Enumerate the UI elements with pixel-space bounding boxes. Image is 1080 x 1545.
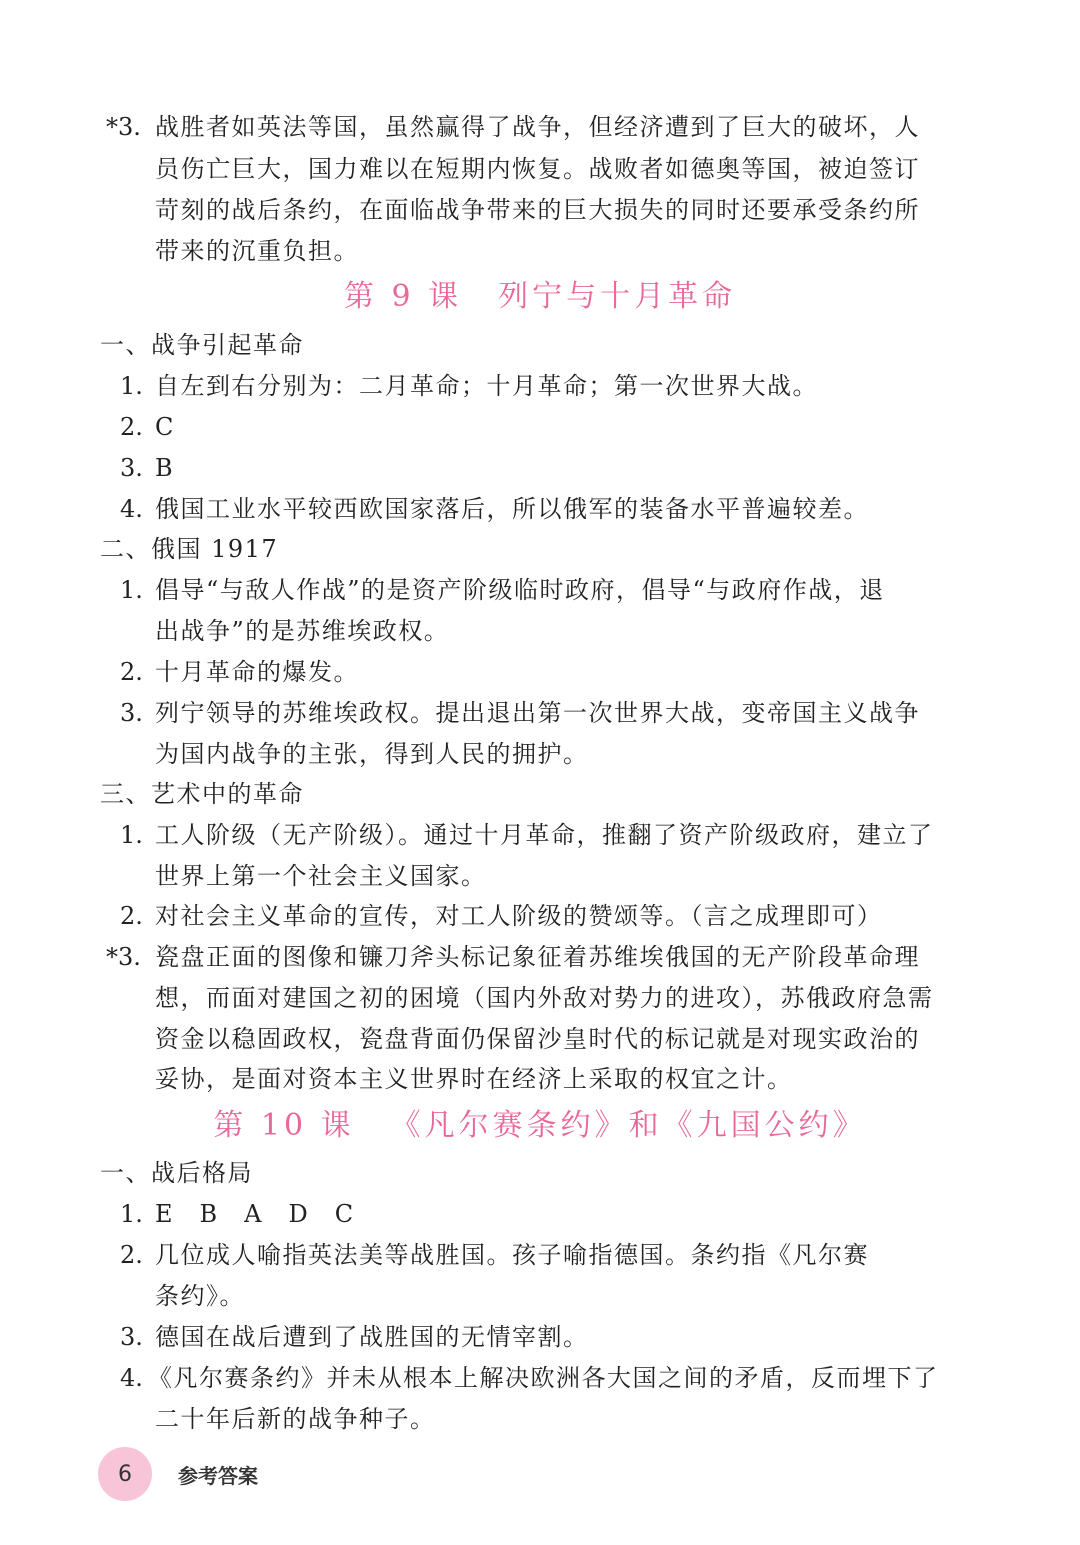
answer-line: 列宁领导的苏维埃政权。提出退出第一次世界大战，变帝国主义战争 <box>155 699 920 727</box>
section-heading: 一、战争引起革命 <box>100 331 304 359</box>
question-number: 3. <box>120 699 143 727</box>
question-number: 4. <box>120 495 143 523</box>
answer-line: 十月革命的爆发。 <box>155 658 359 686</box>
answer-line: 瓷盘正面的图像和镰刀斧头标记象征着苏维埃俄国的无产阶段革命理 <box>155 943 920 971</box>
answer-line: 苛刻的战后条约，在面临战争带来的巨大损失的同时还要承受条约所 <box>155 196 920 224</box>
answer-line: 几位成人喻指英法美等战胜国。孩子喻指德国。条约指《凡尔赛 <box>155 1241 869 1269</box>
question-number: 3. <box>120 1323 143 1351</box>
footer-label: 参考答案 <box>178 1464 258 1488</box>
lesson-9-title <box>0 277 1080 317</box>
lesson-name: 列宁与十月革命 <box>498 279 737 314</box>
question-number: 4. <box>120 1364 143 1392</box>
question-number: *3. <box>106 943 141 971</box>
lesson-name: 《凡尔赛条约》和《九国公约》 <box>390 1108 867 1143</box>
question-number: *3. <box>106 113 141 141</box>
answer-line: 世界上第一个社会主义国家。 <box>155 862 487 890</box>
answer-line: 德国在战后遭到了战胜国的无情宰割。 <box>155 1323 589 1351</box>
answer-line: 战胜者如英法等国，虽然赢得了战争，但经济遭到了巨大的破坏，人 <box>155 113 920 141</box>
answer-line: C <box>155 413 175 441</box>
question-number: 2. <box>120 413 143 441</box>
answer-line: 二十年后新的战争种子。 <box>155 1405 436 1433</box>
answer-line: 自左到右分别为：二月革命；十月革命；第一次世界大战。 <box>155 372 818 400</box>
question-number: 2. <box>120 658 143 686</box>
page-number-badge <box>98 1447 152 1501</box>
page-number: 6 <box>118 1461 132 1487</box>
answer-line: 想，而面对建国之初的困境（国内外敌对势力的进攻），苏俄政府急需 <box>155 984 934 1012</box>
section-heading: 一、战后格局 <box>100 1159 253 1187</box>
answer-line: 俄国工业水平较西欧国家落后，所以俄军的装备水平普遍较差。 <box>155 495 869 523</box>
answer-line: 为国内战争的主张，得到人民的拥护。 <box>155 740 589 768</box>
question-number: 3. <box>120 454 143 482</box>
answer-line: E B A D C <box>155 1200 355 1228</box>
answer-line: 妥协，是面对资本主义世界时在经济上采取的权宜之计。 <box>155 1065 793 1093</box>
lesson-number: 第 10 课 <box>213 1108 355 1143</box>
section-heading: 三、艺术中的革命 <box>100 780 304 808</box>
answer-line: 出战争”的是苏维埃政权。 <box>155 617 450 645</box>
section-heading: 二、俄国 1917 <box>100 535 279 563</box>
answer-line: 带来的沉重负担。 <box>155 237 359 265</box>
lesson-number: 第 9 课 <box>343 279 463 314</box>
question-number: 2. <box>120 1241 143 1269</box>
lesson-10-title <box>0 1106 1080 1146</box>
answer-line: B <box>155 454 175 482</box>
answer-line: 《凡尔赛条约》并未从根本上解决欧洲各大国之间的矛盾，反而埋下了 <box>148 1364 939 1392</box>
answer-line: 员伤亡巨大，国力难以在短期内恢复。战败者如德奥等国，被迫签订 <box>155 155 920 183</box>
question-number: 1. <box>120 372 143 400</box>
question-number: 2. <box>120 902 143 930</box>
answer-line: 对社会主义革命的宣传，对工人阶级的赞颂等。（言之成理即可） <box>155 902 883 930</box>
question-number: 1. <box>120 1200 143 1228</box>
answer-line: 资金以稳固政权，瓷盘背面仍保留沙皇时代的标记就是对现实政治的 <box>155 1025 920 1053</box>
answer-line: 倡导“与敌人作战”的是资产阶级临时政府，倡导“与政府作战，退 <box>155 576 885 604</box>
question-number: 1. <box>120 821 143 849</box>
question-number: 1. <box>120 576 143 604</box>
answer-line: 条约》。 <box>155 1282 245 1310</box>
answer-line: 工人阶级（无产阶级）。通过十月革命，推翻了资产阶级政府，建立了 <box>155 821 934 849</box>
